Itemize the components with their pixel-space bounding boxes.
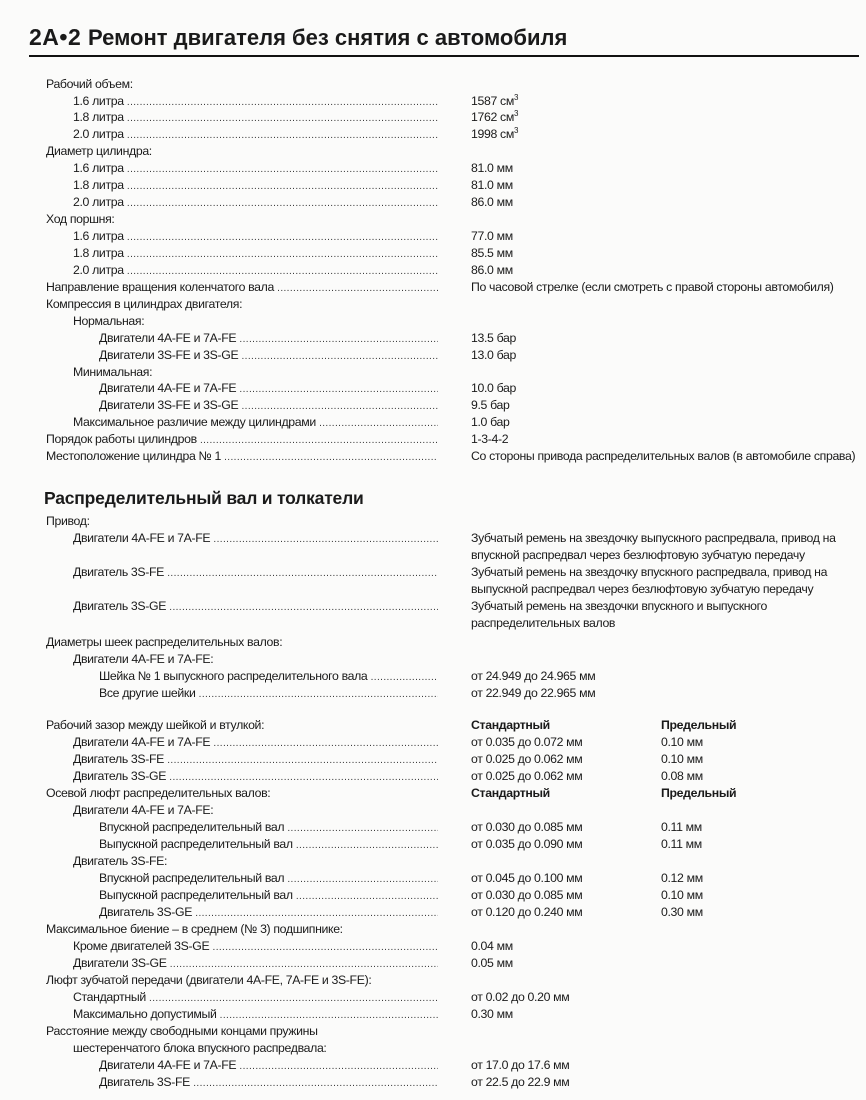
spec-row [0,1057,866,1074]
spec-value: от 0.045 до 0.100 мм [471,871,583,885]
spec-row [0,262,866,279]
spec-row [0,717,866,734]
spec-row [0,211,866,228]
spec-label: 2.0 литра ..... [73,262,438,280]
spec-label: Минимальная: [73,365,153,379]
spec-limit-value: 0.11 мм [661,820,702,834]
spec-label: Максимально допустимый ..... [73,1006,438,1024]
spec-value: от 17.0 до 17.6 мм [471,1058,570,1072]
spec-label: 1.6 литра ..... [73,93,438,111]
spec-row [0,785,866,802]
spec-value: от 22.949 до 22.965 мм [471,686,596,700]
column-header-limit: Предельный [661,786,737,800]
spec-value: 1998 $см^3$ [471,126,519,141]
spec-value: от 22.5 до 22.9 мм [471,1075,570,1089]
spec-row [0,1040,866,1057]
spec-label: Шейка № 1 выпускного распределительного вала ..... [99,668,438,686]
spec-label: 1.8 литра ..... [73,109,438,127]
column-header-limit: Предельный [661,718,737,732]
spec-row [0,245,866,262]
spec-row [0,177,866,194]
spec-label: Впускной распределительный вал ..... [99,819,438,837]
spec-value: от 0.025 до 0.062 мм [471,752,583,766]
spec-label: Двигатели 3S-GE ..... [73,955,438,973]
spec-label: Двигатели 3S-FE и 3S-GE ..... [99,347,438,365]
spec-row [0,972,866,989]
spec-row [0,397,866,414]
spec-row [0,938,866,955]
spec-value: от 0.035 до 0.072 мм [471,735,583,749]
spec-label: Расстояние между свободными концами пружины [46,1024,318,1038]
spec-label: 1.6 литра ..... [73,160,438,178]
spec-limit-value: 0.11 мм [661,837,702,851]
spec-row [0,76,866,93]
spec-row [0,194,866,211]
spec-label: шестеренчатого блока впускного распредвала: [73,1041,327,1055]
spec-row [0,296,866,313]
spec-value: 77.0 мм [471,229,513,243]
spec-limit-value: 0.30 мм [661,905,703,919]
spec-value: По часовой стрелке (если смотреть с правой стороны автомобиля) [471,280,834,294]
spec-row [0,802,866,819]
spec-label: Выпускной распределительный вал ..... [99,887,438,905]
spec-value: 86.0 мм [471,195,513,209]
spec-row [0,330,866,347]
column-header-standard: Стандартный [471,786,550,800]
spec-value: 81.0 мм [471,178,513,192]
spec-value: 81.0 мм [471,161,513,175]
spec-label: Максимальное различие между цилиндрами ..... [73,414,438,432]
spec-row [0,364,866,381]
spec-label: Двигатели 4A-FE и 7A-FE: [73,803,214,817]
spec-label: Двигатели 4A-FE и 7A-FE ..... [73,734,438,752]
spec-label: Двигатели 4A-FE и 7A-FE ..... [99,380,438,398]
spec-label: Стандартный ..... [73,989,438,1007]
drive-label: Двигатели 4A-FE и 7A-FE ..... [73,530,438,548]
spec-label: Двигатели 4A-FE и 7A-FE ..... [99,1057,438,1075]
spec-row [0,513,866,530]
spec-row [0,126,866,143]
spec-row [0,1006,866,1023]
spec-label: Местоположение цилиндра № 1 ..... [46,448,438,466]
spec-label: Двигатели 4A-FE и 7A-FE ..... [99,330,438,348]
spec-label: Диаметры шеек распределительных валов: [46,635,283,649]
drive-description: Зубчатый ремень на звездочку впускного распредвала, привод на выпускной распредвал через безлюфтовую зубчатую передачу [471,565,828,596]
spec-row [0,634,866,651]
spec-label: 2.0 литра ..... [73,194,438,212]
spec-row [0,431,866,448]
spec-label: Двигатель 3S-FE: [73,854,168,868]
drive-label: Двигатель 3S-FE ..... [73,564,438,582]
spec-label: Впускной распределительный вал ..... [99,870,438,888]
spec-value: 13.0 бар [471,348,516,362]
spec-row [0,143,866,160]
drive-description: Зубчатый ремень на звездочки впускного и выпускного распределительных валов [471,599,768,630]
column-header-standard: Стандартный [471,718,550,732]
spec-row [0,819,866,836]
spec-label: Рабочий зазор между шейкой и втулкой: [46,718,265,732]
spec-value: 1587 $см^3$ [471,93,519,108]
spec-value: от 0.030 до 0.085 мм [471,888,583,902]
spec-label: Двигатели 3S-FE и 3S-GE ..... [99,397,438,415]
spec-row [0,448,866,465]
spec-label: Нормальная: [73,314,145,328]
spec-row [0,1023,866,1040]
drive-description: Зубчатый ремень на звездочку выпускного распредвала, привод на впускной распредвал через безлюфтовую зубчатую передачу [471,531,836,562]
spec-value: 13.5 бар [471,331,516,345]
spec-row [0,380,866,397]
spec-label: Все другие шейки ..... [99,685,438,703]
spec-limit-value: 0.10 мм [661,888,703,902]
spec-value: 1762 $см^3$ [471,109,519,124]
spec-row [0,685,866,702]
spec-row [0,955,866,972]
spec-label: Порядок работы цилиндров ..... [46,431,438,449]
spec-row [0,836,866,853]
spec-row [0,887,866,904]
superscript-3: 3 [513,109,519,118]
spec-label: Двигатель 3S-GE ..... [73,768,438,786]
spec-value: 10.0 бар [471,381,516,395]
spec-label: Двигатель 3S-GE ..... [99,904,438,922]
spec-row [0,414,866,431]
spec-value: 0.05 мм [471,956,513,970]
spec-label: Осевой люфт распределительных валов: [46,786,271,800]
spec-row [0,228,866,245]
spec-value: от 0.035 до 0.090 мм [471,837,583,851]
section-heading: Распределительный вал и толкатели [44,488,364,508]
spec-label: Двигатель 3S-FE ..... [73,751,438,769]
spec-value: Со стороны привода распределительных валов (в автомобиле справа) [471,449,856,463]
spec-label: 1.6 литра ..... [73,228,438,246]
spec-row [0,347,866,364]
spec-label: Выпускной распределительный вал ..... [99,836,438,854]
page-number: 2A•2 [29,24,82,50]
spec-row [0,870,866,887]
spec-limit-value: 0.10 мм [661,752,703,766]
spec-value: 1-3-4-2 [471,432,509,446]
drive-label: Двигатель 3S-GE ..... [73,598,438,616]
superscript-3: 3 [513,93,519,102]
spec-value: 85.5 мм [471,246,513,260]
spec-value: 0.30 мм [471,1007,513,1021]
spec-row [0,160,866,177]
spec-row [0,109,866,126]
spec-value: 0.04 мм [471,939,513,953]
spec-label: Привод: [46,514,90,528]
spec-row [0,768,866,785]
spec-limit-value: 0.08 мм [661,769,703,783]
spec-row [0,904,866,921]
spec-row [0,751,866,768]
spec-label: Диаметр цилиндра: [46,144,152,158]
spec-label: Люфт зубчатой передачи (двигатели 4A-FE, 7A-FE и 3S-FE): [46,973,372,987]
spec-label: Двигатели 4A-FE и 7A-FE: [73,652,214,666]
spec-row [0,651,866,668]
spec-row [0,313,866,330]
spec-row [0,668,866,685]
spec-label: 2.0 литра ..... [73,126,438,144]
spec-row [0,279,866,296]
spec-limit-value: 0.12 мм [661,871,703,885]
spec-label: Максимальное биение – в среднем (№ 3) подшипнике: [46,922,343,936]
spec-row [0,1074,866,1091]
spec-row [0,93,866,110]
spec-limit-value: 0.10 мм [661,735,703,749]
spec-label: Направление вращения коленчатого вала ..... [46,279,438,297]
spec-row [0,921,866,938]
spec-value: 86.0 мм [471,263,513,277]
spec-value: от 0.02 до 0.20 мм [471,990,570,1004]
spec-label: Двигатель 3S-FE ..... [99,1074,438,1092]
spec-value: 1.0 бар [471,415,510,429]
page-title: Ремонт двигателя без снятия с автомобиля [88,25,568,50]
spec-value: от 0.025 до 0.062 мм [471,769,583,783]
spec-label: 1.8 литра ..... [73,245,438,263]
superscript-3: 3 [513,126,519,135]
spec-value: от 24.949 до 24.965 мм [471,669,596,683]
spec-label: Кроме двигателей 3S-GE ..... [73,938,438,956]
spec-label: 1.8 литра ..... [73,177,438,195]
spec-value: от 0.120 до 0.240 мм [471,905,583,919]
spec-row [0,853,866,870]
spec-value: 9.5 бар [471,398,510,412]
spec-label: Компрессия в цилиндрах двигателя: [46,297,243,311]
spec-label: Ход поршня: [46,212,115,226]
spec-value: от 0.030 до 0.085 мм [471,820,583,834]
spec-row [0,734,866,751]
spec-label: Рабочий объем: [46,77,133,91]
spec-row [0,989,866,1006]
